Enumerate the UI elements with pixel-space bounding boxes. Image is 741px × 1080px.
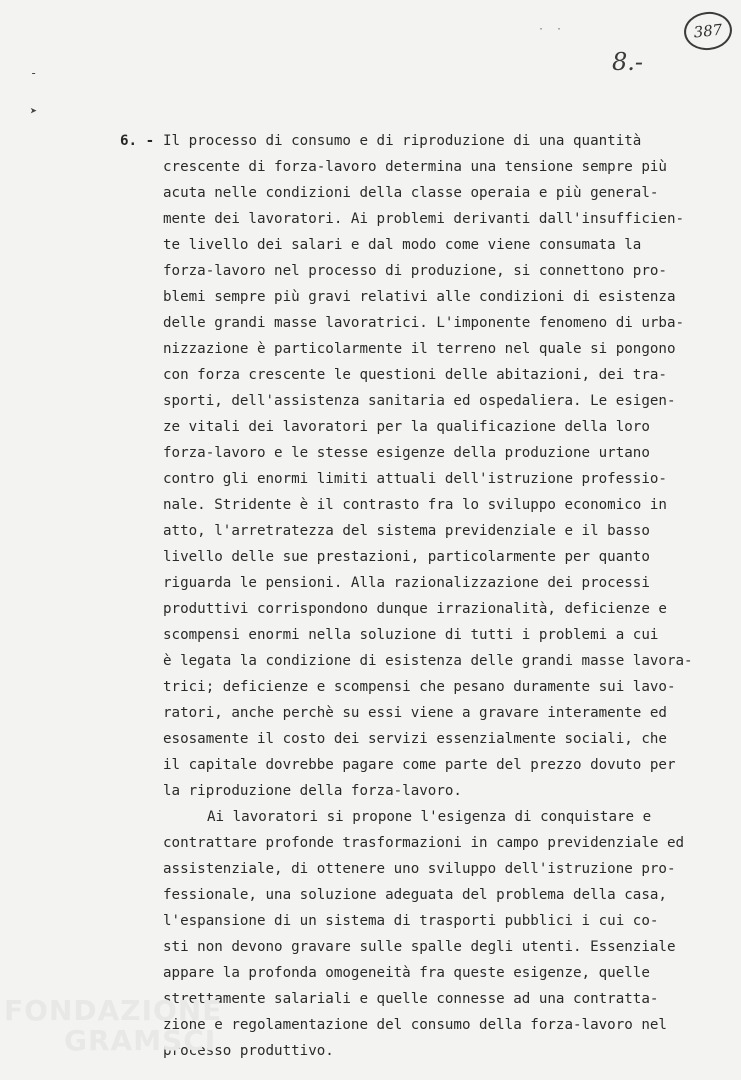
- text-line: riguarda le pensioni. Alla razionalizzazione dei processi: [163, 575, 650, 591]
- text-line: ze vitali dei lavoratori per la qualificazione della loro: [163, 419, 650, 435]
- text-line: produttivi corrispondono dunque irrazionalità, deficienze e: [163, 601, 667, 617]
- text-line: ratori, anche perchè su essi viene a gravare interamente ed: [163, 705, 667, 721]
- text-line: sporti, dell'assistenza sanitaria ed ospedaliera. Le esigen-: [163, 393, 676, 409]
- text-line: contro gli enormi limiti attuali dell'istruzione professio-: [163, 471, 667, 487]
- text-line: il capitale dovrebbe pagare come parte del prezzo dovuto per: [163, 757, 676, 773]
- body-text: [163, 128, 703, 1064]
- text-line: zione e regolamentazione del consumo della forza-lavoro nel: [163, 1017, 667, 1033]
- text-line: acuta nelle condizioni della classe operaia e più general-: [163, 185, 659, 201]
- text-line: con forza crescente le questioni delle abitazioni, dei tra-: [163, 367, 667, 383]
- text-line: è legata la condizione di esistenza delle grandi masse lavora-: [163, 653, 693, 669]
- text-line: Il processo di consumo e di riproduzione di una quantità: [163, 133, 642, 149]
- text-line: processo produttivo.: [163, 1043, 334, 1059]
- text-line: sti non devono gravare sulle spalle degli utenti. Essenziale: [163, 939, 676, 955]
- text-line: la riproduzione della forza-lavoro.: [163, 783, 462, 799]
- text-line: mente dei lavoratori. Ai problemi derivanti dall'insufficien-: [163, 211, 685, 227]
- watermark-line: FONDAZIONE: [4, 994, 223, 1027]
- fondazione-gramsci-watermark: [4, 996, 222, 1056]
- text-line: appare la profonda omogeneità fra queste esigenze, quelle: [163, 965, 650, 981]
- paragraph-number: 6. -: [120, 133, 155, 149]
- paper-specks: · ·: [538, 24, 566, 35]
- text-line: delle grandi masse lavoratrici. L'imponente fenomeno di urba-: [163, 315, 685, 331]
- text-line: scompensi enormi nella soluzione di tutti i problemi a cui: [163, 627, 659, 643]
- text-line: livello delle sue prestazioni, particolarmente per quanto: [163, 549, 650, 565]
- text-line: esosamente il costo dei servizi essenzialmente sociali, che: [163, 731, 667, 747]
- text-line: Ai lavoratori si propone l'esigenza di conquistare e: [207, 809, 652, 825]
- text-line: blemi sempre più gravi relativi alle condizioni di esistenza: [163, 289, 676, 305]
- text-line: strettamente salariali e quelle connesse ad una contratta-: [163, 991, 659, 1007]
- page-number: 8.-: [612, 48, 644, 76]
- archive-stamp: 387: [682, 10, 734, 53]
- margin-mark: -: [30, 66, 38, 80]
- text-line: nizzazione è particolarmente il terreno nel quale si pongono: [163, 341, 676, 357]
- text-line: assistenziale, di ottenere uno sviluppo dell'istruzione pro-: [163, 861, 676, 877]
- margin-arrow-icon: ➤: [30, 104, 38, 118]
- text-line: l'espansione di un sistema di trasporti pubblici i cui co-: [163, 913, 659, 929]
- text-line: forza-lavoro e le stesse esigenze della produzione urtano: [163, 445, 650, 461]
- text-line: trici; deficienze e scompensi che pesano duramente sui lavo-: [163, 679, 676, 695]
- text-line: contrattare profonde trasformazioni in campo previdenziale ed: [163, 835, 685, 851]
- text-line: forza-lavoro nel processo di produzione, si connettono pro-: [163, 263, 667, 279]
- watermark-line: GRAMSCI: [64, 1024, 217, 1057]
- text-line: te livello dei salari e dal modo come viene consumata la: [163, 237, 642, 253]
- text-line: fessionale, una soluzione adeguata del problema della casa,: [163, 887, 667, 903]
- text-line: atto, l'arretratezza del sistema previdenziale e il basso: [163, 523, 650, 539]
- text-line: nale. Stridente è il contrasto fra lo sviluppo economico in: [163, 497, 667, 513]
- text-line: crescente di forza-lavoro determina una tensione sempre più: [163, 159, 667, 175]
